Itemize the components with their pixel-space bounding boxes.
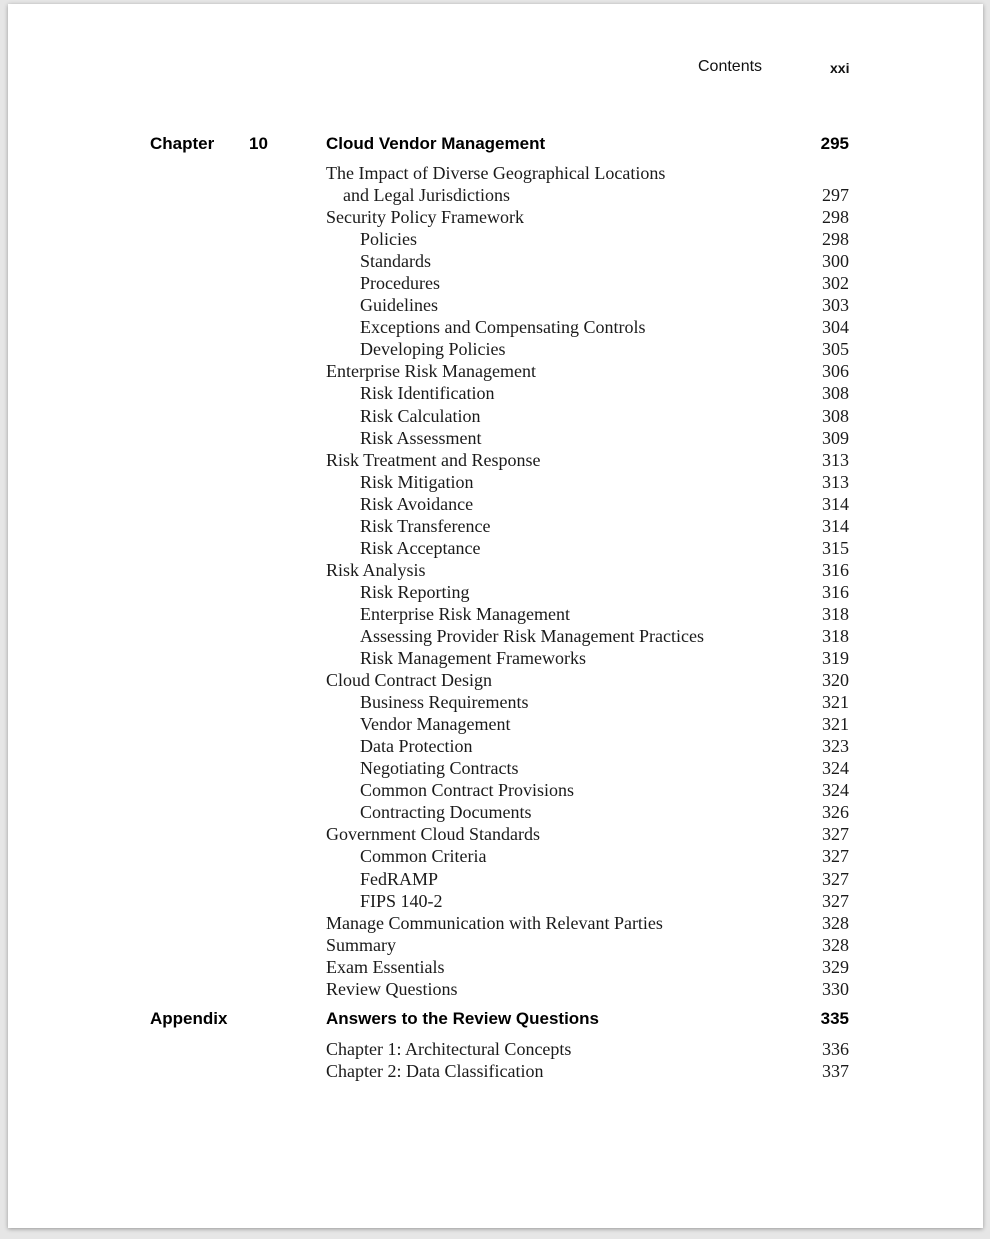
toc-entry — [8, 890, 983, 912]
toc-entry-title: Government Cloud Standards — [326, 824, 540, 845]
toc-entry-page: 298 — [822, 229, 849, 250]
toc-entry-page: 337 — [822, 1061, 849, 1082]
toc-entry — [8, 515, 983, 537]
toc-entry-title: Risk Management Frameworks — [360, 648, 586, 669]
toc-entry — [8, 559, 983, 581]
toc-entry-title: Exam Essentials — [326, 956, 445, 977]
chapter-title: Cloud Vendor Management — [326, 134, 546, 153]
running-head-title: Contents — [698, 58, 763, 75]
toc-entry-title: Enterprise Risk Management — [360, 603, 570, 624]
toc-entry-title: and Legal Jurisdictions — [343, 185, 510, 206]
toc-entry-page: 327 — [822, 890, 849, 911]
toc-entry-page: 330 — [822, 978, 849, 999]
toc-entry-title: Assessing Provider Risk Management Practices — [360, 625, 704, 646]
toc-entry — [8, 162, 983, 184]
toc-entry-title: Chapter 1: Architectural Concepts — [326, 1039, 572, 1059]
toc-entry — [8, 228, 983, 250]
toc-entry-title: Chapter 2: Data Classification — [326, 1061, 544, 1082]
toc-entry — [8, 801, 983, 823]
appendix-title: Answers to the Review Questions — [326, 1009, 600, 1028]
toc-entry-page: 308 — [822, 405, 849, 426]
toc-entry-title: Risk Calculation — [360, 405, 481, 426]
toc-entry-page: 302 — [822, 273, 849, 294]
toc-entry — [8, 669, 983, 691]
toc-entry — [8, 206, 983, 228]
chapter-page: 295 — [820, 134, 849, 153]
toc-entry-title: Risk Transference — [360, 515, 491, 536]
toc-entry-page: 324 — [822, 780, 849, 801]
toc-entry — [8, 757, 983, 779]
toc-entry-title: Risk Avoidance — [360, 493, 474, 514]
toc-entry-title: Cloud Contract Design — [326, 670, 492, 691]
toc-entry — [8, 1060, 983, 1082]
running-head-page-number: xxi — [830, 60, 850, 76]
toc-entry-page: 313 — [822, 449, 849, 470]
appendix-label: Appendix — [150, 1009, 228, 1028]
toc-entry-title: Risk Identification — [360, 383, 495, 404]
toc-entry-page: 306 — [822, 361, 849, 382]
toc-entry-page: 327 — [822, 868, 849, 889]
chapter-10-heading — [8, 134, 983, 160]
toc-entry — [8, 868, 983, 890]
toc-entry-page: 336 — [822, 1039, 849, 1059]
toc-entry-page: 298 — [822, 207, 849, 228]
toc-entry — [8, 1038, 983, 1060]
toc-entry-title: Negotiating Contracts — [360, 758, 519, 779]
toc-entry-title: Procedures — [360, 273, 440, 294]
toc-entry-title: Policies — [360, 229, 417, 250]
toc-entry — [8, 735, 983, 757]
toc-entry-page: 313 — [822, 471, 849, 492]
appendix-heading — [8, 1009, 983, 1035]
toc-entry-page: 320 — [822, 670, 849, 691]
toc-entry-page: 328 — [822, 912, 849, 933]
toc-entry-title: Standards — [360, 251, 431, 272]
toc-entry-page: 323 — [822, 736, 849, 757]
toc-entry-page: 327 — [822, 824, 849, 845]
book-page — [8, 4, 983, 1228]
toc-entry-title: Vendor Management — [360, 714, 511, 735]
toc-entry-title: Security Policy Framework — [326, 207, 524, 228]
toc-entry — [8, 823, 983, 845]
toc-entry-page: 304 — [822, 317, 849, 338]
toc-entry-title: Enterprise Risk Management — [326, 361, 536, 382]
chapter-number: 10 — [249, 134, 268, 153]
running-head — [8, 58, 983, 82]
toc-entry — [8, 382, 983, 404]
toc-entry — [8, 934, 983, 956]
toc-entry — [8, 250, 983, 272]
toc-entry-page: 324 — [822, 758, 849, 779]
toc-entry — [8, 272, 983, 294]
toc-entry — [8, 316, 983, 338]
toc-entry-page: 319 — [822, 648, 849, 669]
toc-entry-title: The Impact of Diverse Geographical Locations — [326, 163, 666, 183]
toc-entry-page: 321 — [822, 692, 849, 713]
toc-entry — [8, 845, 983, 867]
toc-entry-page: 314 — [822, 493, 849, 514]
appendix-page: 335 — [820, 1009, 849, 1028]
toc-entry — [8, 956, 983, 978]
toc-entry-title: Risk Treatment and Response — [326, 449, 541, 470]
toc-entry-title: Contracting Documents — [360, 802, 532, 823]
toc-entry — [8, 691, 983, 713]
toc-entry — [8, 603, 983, 625]
toc-entry-title: Common Contract Provisions — [360, 780, 575, 801]
toc-entry-title: Risk Acceptance — [360, 537, 481, 558]
toc-entry-title: Data Protection — [360, 736, 473, 757]
toc-entry-title: Risk Analysis — [326, 559, 426, 580]
toc-entry-page: 329 — [822, 956, 849, 977]
toc-entry-title: FIPS 140-2 — [360, 890, 443, 911]
toc-entry — [8, 360, 983, 382]
toc-entry-title: Business Requirements — [360, 692, 529, 713]
toc-entry — [8, 338, 983, 360]
toc-entry-page: 326 — [822, 802, 849, 823]
toc-entry-title: Review Questions — [326, 978, 458, 999]
toc-entry — [8, 912, 983, 934]
toc-entry — [8, 581, 983, 603]
toc-entry-page: 316 — [822, 559, 849, 580]
toc-entry-page: 327 — [822, 846, 849, 867]
toc-entry-page: 321 — [822, 714, 849, 735]
toc-entry-page: 305 — [822, 339, 849, 360]
toc-entry — [8, 625, 983, 647]
toc-entry-page: 309 — [822, 427, 849, 448]
toc-entry-page: 308 — [822, 383, 849, 404]
toc-entry — [8, 427, 983, 449]
toc-entry-title: Risk Mitigation — [360, 471, 474, 492]
appendix-toc-list — [8, 1038, 983, 1082]
toc-entry-title: Risk Assessment — [360, 427, 482, 448]
toc-entry — [8, 537, 983, 559]
toc-entry — [8, 493, 983, 515]
toc-entry-page: 314 — [822, 515, 849, 536]
toc-entry — [8, 449, 983, 471]
toc-entry-title: Developing Policies — [360, 339, 506, 360]
toc-entry-title: Risk Reporting — [360, 581, 470, 602]
toc-entry-title: Summary — [326, 934, 396, 955]
toc-entry — [8, 779, 983, 801]
toc-entry-page: 328 — [822, 934, 849, 955]
toc-entry-page: 318 — [822, 625, 849, 646]
toc-entry — [8, 184, 983, 206]
toc-entry — [8, 294, 983, 316]
toc-entry-title: FedRAMP — [360, 868, 439, 889]
toc-entry-title: Common Criteria — [360, 846, 487, 867]
toc-entry-page: 318 — [822, 603, 849, 624]
toc-entry — [8, 978, 983, 1000]
toc-entry-page: 315 — [822, 537, 849, 558]
toc-entry — [8, 713, 983, 735]
toc-entry-title: Guidelines — [360, 295, 438, 316]
chapter-10-toc-list — [8, 162, 983, 1000]
toc-entry — [8, 471, 983, 493]
toc-entry — [8, 405, 983, 427]
chapter-label: Chapter — [150, 134, 215, 153]
toc-entry-title: Manage Communication with Relevant Parties — [326, 912, 663, 933]
toc-entry-title: Exceptions and Compensating Controls — [360, 317, 646, 338]
toc-entry — [8, 647, 983, 669]
toc-entry-page: 297 — [822, 185, 849, 206]
toc-entry-page: 316 — [822, 581, 849, 602]
toc-entry-page: 303 — [822, 295, 849, 316]
toc-entry-page: 300 — [822, 251, 849, 272]
